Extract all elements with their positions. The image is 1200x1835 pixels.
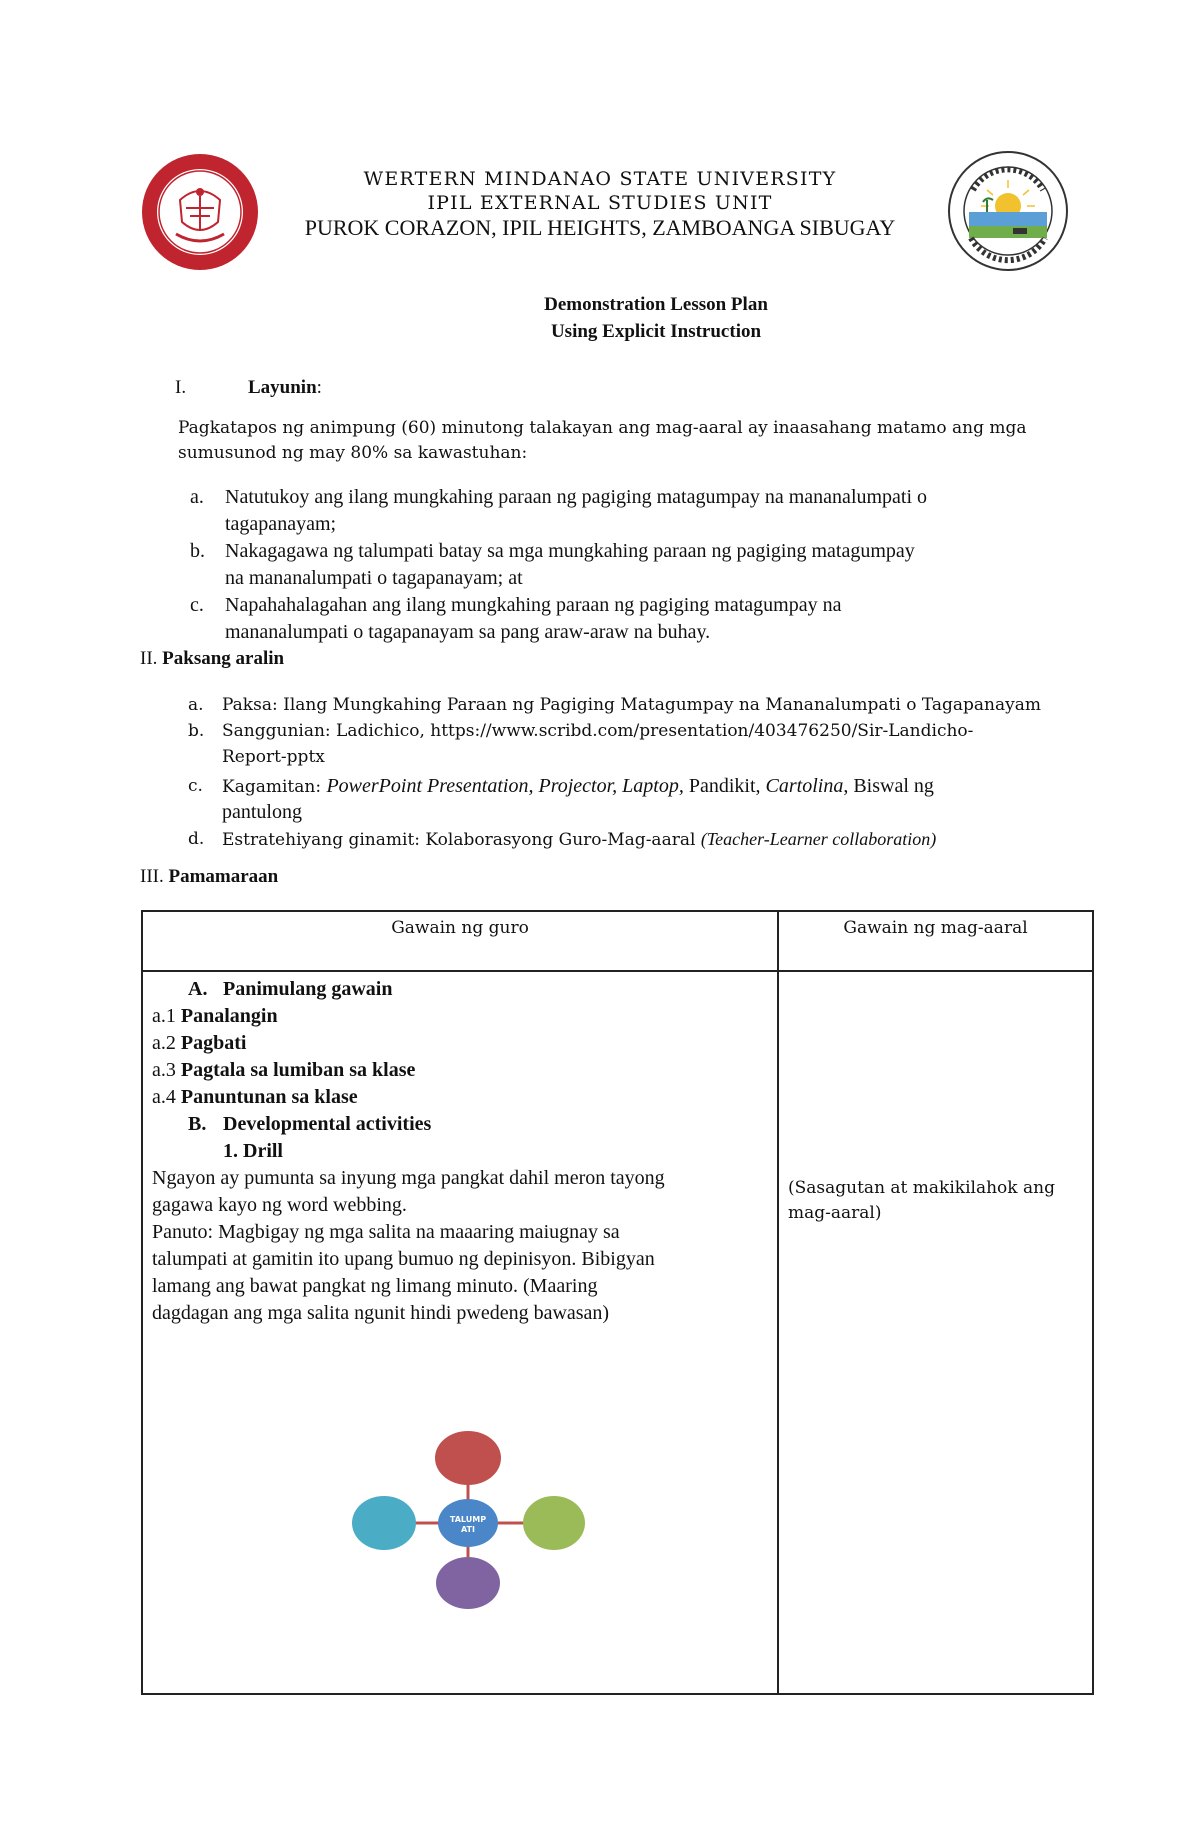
web-node-right xyxy=(523,1496,585,1550)
drill-instruction-line5: lamang ang bawat pangkat ng limang minuto. (Maaring xyxy=(152,1275,598,1297)
web-node-bottom xyxy=(436,1557,500,1609)
section3-heading: III. Pamamaraan xyxy=(140,866,279,887)
step-a-label: A. xyxy=(188,978,208,1000)
section1-number: I. xyxy=(175,377,187,398)
objective-marker: c. xyxy=(190,594,204,616)
kagamitan-item-line2: pantulong xyxy=(222,801,302,823)
step-b-label: B. xyxy=(188,1113,207,1135)
step-a2: a.2 Pagbati xyxy=(152,1032,247,1054)
estratehiya-item: Estratehiyang ginamit: Kolaborasyong Guro-Mag-aaral (Teacher-Learner collaboration) xyxy=(222,829,937,850)
document-subtitle: Using Explicit Instruction xyxy=(550,321,762,342)
header-unit-name: IPIL EXTERNAL STUDIES UNIT xyxy=(427,192,773,214)
web-center-label-line1: TALUMP xyxy=(449,1515,487,1524)
section2-heading: II. Paksang aralin xyxy=(140,648,285,669)
step-a1: a.1 Panalangin xyxy=(152,1005,278,1027)
list-marker: a. xyxy=(188,695,204,715)
table-column-divider xyxy=(777,910,779,1695)
drill-instruction-line6: dagdagan ang mga salita ngunit hindi pwedeng bawasan) xyxy=(152,1302,610,1324)
objective-b-line1: Nakagagawa ng talumpati batay sa mga mungkahing paraan ng pagiging matagumpay xyxy=(225,540,915,562)
web-node-top xyxy=(435,1431,501,1485)
objective-marker: b. xyxy=(190,540,205,562)
list-marker: c. xyxy=(188,776,203,796)
kagamitan-item-line1: Kagamitan: PowerPoint Presentation, Projector, Laptop, Pandikit, Cartolina, Biswal ng xyxy=(222,775,934,797)
document-title: Demonstration Lesson Plan xyxy=(544,294,768,315)
section1-heading: Layunin: xyxy=(248,377,322,398)
objective-a-line2: tagapanayam; xyxy=(225,513,337,535)
section1-intro-line1: Pagkatapos ng animpung (60) minutong talakayan ang mag-aaral ay inaasahang matamo ang mga xyxy=(178,418,1027,438)
drill-instruction-line2: gagawa kayo ng word webbing. xyxy=(152,1194,407,1216)
objective-c-line2: mananalumpati o tagapanayam sa pang araw-araw na buhay. xyxy=(225,621,711,643)
section1-intro-line2: sumusunod ng may 80% sa kawastuhan: xyxy=(178,443,528,463)
header-university-name: WERTERN MINDANAO STATE UNIVERSITY xyxy=(363,168,837,190)
student-activity-line1: (Sasagutan at makikilahok ang xyxy=(788,1178,1055,1198)
step-b-title: Developmental activities xyxy=(223,1113,432,1135)
table-header-teacher: Gawain ng guro xyxy=(391,918,529,938)
sanggunian-item-line2: Report-pptx xyxy=(222,747,325,767)
objective-a-line1: Natutukoy ang ilang mungkahing paraan ng pagiging matagumpay na mananalumpati o xyxy=(225,486,928,508)
list-marker: d. xyxy=(188,829,205,849)
drill-instruction-line1: Ngayon ay pumunta sa inyung mga pangkat dahil meron tayong xyxy=(152,1167,665,1189)
step-a4: a.4 Panuntunan sa klase xyxy=(152,1086,358,1108)
objective-b-line2: na mananalumpati o tagapanayam; at xyxy=(225,567,523,589)
table-header-student: Gawain ng mag-aaral xyxy=(843,918,1028,938)
objective-marker: a. xyxy=(190,486,204,508)
paksa-item: Paksa: Ilang Mungkahing Paraan ng Pagiging Matagumpay na Mananalumpati o Tagapanayam xyxy=(222,695,1041,715)
drill-instruction-line3: Panuto: Magbigay ng mga salita na maaaring maiugnay sa xyxy=(152,1221,620,1243)
sanggunian-item-line1: Sanggunian: Ladichico, https://www.scribd.com/presentation/403476250/Sir-Landicho- xyxy=(222,721,974,741)
step-a-title: Panimulang gawain xyxy=(223,978,393,1000)
table-header-divider xyxy=(141,970,1094,972)
word-web-diagram xyxy=(350,1430,590,1610)
list-marker: b. xyxy=(188,721,205,741)
web-center-label-line2: ATI xyxy=(460,1525,476,1534)
student-activity-line2: mag-aaral) xyxy=(788,1203,882,1223)
web-node-left xyxy=(352,1496,416,1550)
drill-instruction-line4: talumpati at gamitin ito upang bumuo ng depinisyon. Bibigyan xyxy=(152,1248,655,1270)
drill-title: 1. Drill xyxy=(223,1140,283,1162)
step-a3: a.3 Pagtala sa lumiban sa klase xyxy=(152,1059,416,1081)
objective-c-line1: Napahahalagahan ang ilang mungkahing paraan ng pagiging matagumpay na xyxy=(225,594,842,616)
header-address: PUROK CORAZON, IPIL HEIGHTS, ZAMBOANGA SIBUGAY xyxy=(304,215,896,240)
